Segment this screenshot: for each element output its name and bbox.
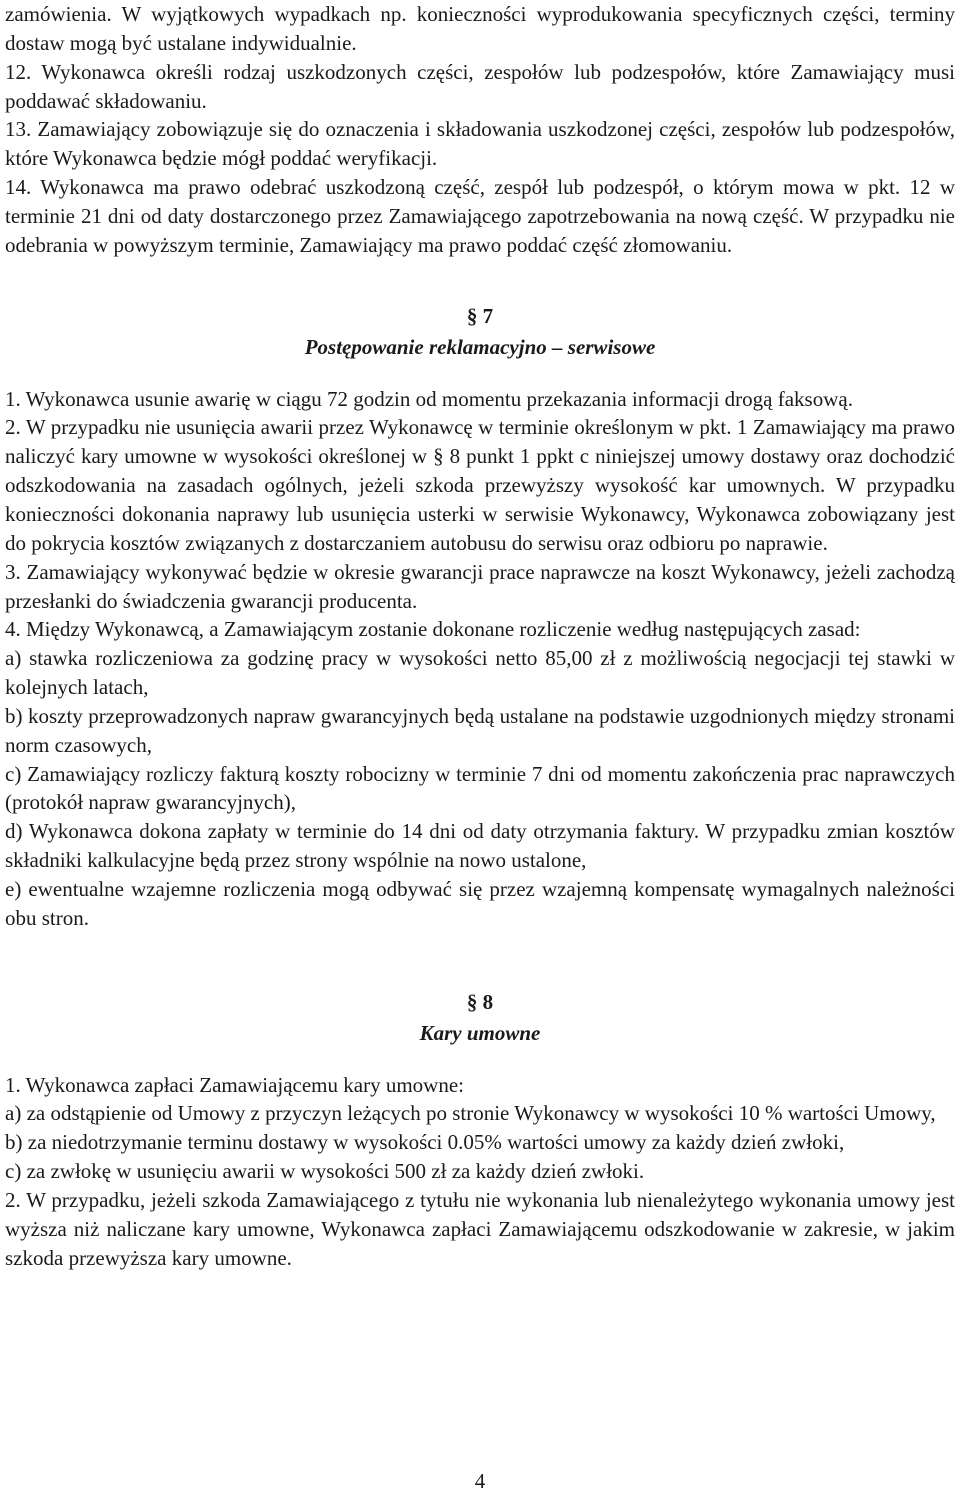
section-8-paragraph-2: 2. W przypadku, jeżeli szkoda Zamawiającego z tytułu nie wykonania lub nienależytego wykonania umowy jest wyższa niż naliczane kary umowne, Wykonawca zapłaci Zamawiającemu odszkodowanie w zakresie, w jakim szkoda przewyższa kary umowne. [5,1188,955,1270]
section-7-paragraph-4: 4. Między Wykonawcą, a Zamawiającym zostanie dokonane rozliczenie według następujących zasad: [5,617,861,642]
page-number: 4 [474,1469,486,1493]
section-7-paragraph-1: 1. Wykonawca usunie awarię w ciągu 72 godzin od momentu przekazania informacji drogą faksową. [5,386,853,411]
section-8-heading [5,987,955,1049]
section-8-number: § 8 [466,989,494,1014]
section-7-item-c: c) Zamawiający rozliczy fakturą koszty robocizny w terminie 7 dni od momentu zakończenia prac naprawczych (protokół napraw gwarancyjnych), [5,761,955,815]
section-7-heading [5,301,955,363]
document-page [5,0,955,1273]
paragraph-continuation: zamówienia. W wyjątkowych wypadkach np. konieczności wyprodukowania specyficznych części, terminy dostaw mogą być ustalane indywidualnie. [5,2,955,55]
section-8-paragraph-1: 1. Wykonawca zapłaci Zamawiającemu kary umowne: [5,1072,464,1097]
section-7-title: Postępowanie reklamacyjno – serwisowe [304,334,656,359]
section-7-item-b: b) koszty przeprowadzonych napraw gwarancyjnych będą ustalane na podstawie uzgodnionych między stronami norm czasowych, [5,703,955,757]
section-7-item-e: e) ewentualne wzajemne rozliczenia mogą odbywać się przez wzajemną kompensatę wymagalnych należności obu stron. [5,876,955,930]
paragraph-item-13: 13. Zamawiający zobowiązuje się do oznaczenia i składowania uszkodzonej części, zespołów lub podzespołów, które Wykonawca będzie mógł poddać weryfikacji. [5,117,955,171]
section-7-item-a: a) stawka rozliczeniowa za godzinę pracy w wysokości netto 85,00 zł z możliwością negocjacji tej stawki w kolejnych latach, [5,646,955,700]
section-8-item-c: c) za zwłokę w usunięciu awarii w wysokości 500 zł za każdy dzień zwłoki. [5,1159,645,1184]
section-7-number: § 7 [466,303,494,328]
section-8-item-a: a) za odstąpienie od Umowy z przyczyn leżących po stronie Wykonawcy w wysokości 10 % wartości Umowy, [5,1101,936,1126]
section-7-paragraph-2: 2. W przypadku nie usunięcia awarii przez Wykonawcę w terminie określonym w pkt. 1 Zamawiający ma prawo naliczyć kary umowne w wysokości określonej w § 8 punkt 1 ppkt c niniejszej umowy dostawy oraz dochodzić odszkodowania na zasadach ogólnych, jeżeli szkoda przewyższy wysokość kar umownych. W przypadku konieczności dokonania naprawy lub usunięcia usterki w serwisie Wykonawcy, Wykonawca zobowiązany jest do pokrycia kosztów związanych z dostarczaniem autobusu do serwisu oraz odbioru po naprawie. [5,415,955,555]
section-7-paragraph-3: 3. Zamawiający wykonywać będzie w okresie gwarancji prace naprawcze na koszt Wykonawcy, jeżeli zachodzą przesłanki do świadczenia gwarancji producenta. [5,559,955,613]
section-8-item-b: b) za niedotrzymanie terminu dostawy w wysokości 0.05% wartości umowy za każdy dzień zwłoki, [5,1130,845,1155]
paragraph-item-14: 14. Wykonawca ma prawo odebrać uszkodzoną część, zespół lub podzespół, o którym mowa w pkt. 12 w terminie 21 dni od daty dostarczonego przez Zamawiającego zapotrzebowania na nową część. W przypadku nie odebrania w powyższym terminie, Zamawiający ma prawo poddać część złomowaniu. [5,175,955,257]
paragraph-item-12: 12. Wykonawca określi rodzaj uszkodzonych części, zespołów lub podzespołów, które Zamawiający musi poddawać składowaniu. [5,59,955,113]
section-8-title: Kary umowne [419,1020,541,1045]
section-7-item-d: d) Wykonawca dokona zapłaty w terminie do 14 dni od daty otrzymania faktury. W przypadku zmian kosztów składniki kalkulacyjne będą przez strony wspólnie na nowo ustalone, [5,819,955,873]
